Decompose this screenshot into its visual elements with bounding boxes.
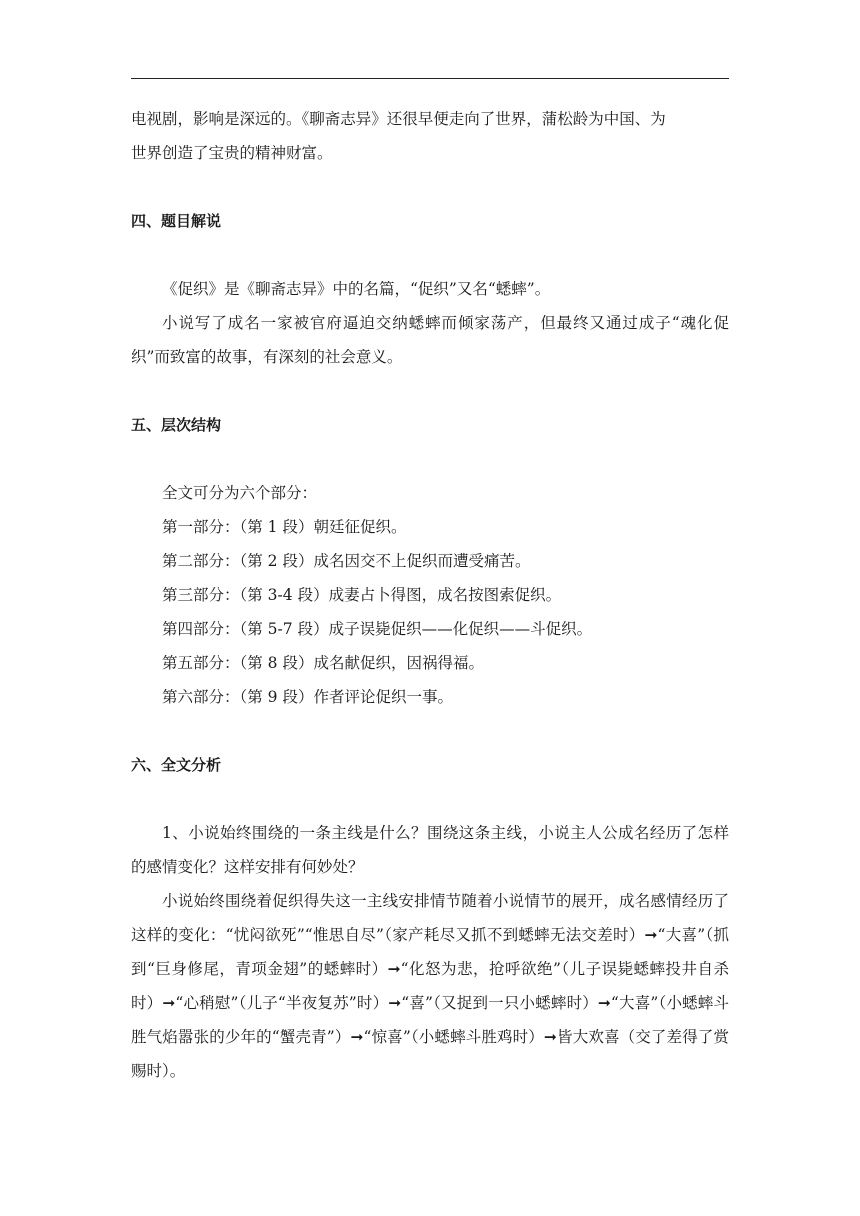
structure-list: [131, 476, 729, 714]
section-4-paragraph-2: 小说写了成名一家被官府逼迫交纳蟋蟀而倾家荡产，但最终又通过成子“魂化促织”而致富的故事，有深刻的社会意义。: [131, 314, 729, 366]
intro-tail-paragraph: [131, 102, 729, 170]
section-6-heading: 六、全文分析: [131, 756, 222, 774]
analysis-answer-1: 小说始终围绕着促织得失这一主线安排情节随着小说情节的展开，成名感情经历了这样的变化：“忧闷欲死”“惟思自尽”（家产耗尽又抓不到蟋蟀无法交差时）➞“大喜”（抓到“巨身修尾，青项金翅”的蟋蟀时）➞“化怒为悲，抢呼欲绝”（儿子误毙蟋蟀投井自杀时）➞“心稍慰”（儿子“半夜复苏”时）➞“喜”（又捉到一只小蟋蟀时）➞“大喜”（小蟋蟀斗胜气焰嚣张的少年的“蟹壳青”）➞“惊喜”（小蟋蟀斗胜鸡时）➞皆大欢喜（交了差得了赏赐时）。: [131, 892, 729, 1080]
section-4-heading: 四、题目解说: [131, 212, 222, 230]
structure-part-1: 第一部分：（第 1 段）朝廷征促织。: [162, 518, 407, 536]
intro-tail-line-1: 电视剧，影响是深远的。《聊斋志异》还很早便走向了世界，蒲松龄为中国、为: [131, 110, 666, 128]
structure-part-3: 第三部分：（第 3-4 段）成妻占卜得图，成名按图索促织。: [162, 586, 562, 604]
document-body: [131, 102, 729, 1088]
analysis-question-1: 1、小说始终围绕的一条主线是什么？围绕这条主线，小说主人公成名经历了怎样的感情变化？这样安排有何妙处？: [131, 824, 729, 876]
structure-part-5: 第五部分：（第 8 段）成名献促织，因祸得福。: [162, 654, 484, 672]
intro-tail-line-2: 世界创造了宝贵的精神财富。: [131, 144, 333, 162]
structure-part-2: 第二部分：（第 2 段）成名因交不上促织而遭受痛苦。: [162, 552, 531, 570]
section-5-heading: 五、层次结构: [131, 416, 222, 434]
structure-part-6: 第六部分：（第 9 段）作者评论促织一事。: [162, 688, 453, 706]
structure-intro: 全文可分为六个部分：: [162, 484, 318, 502]
section-4-paragraph-1: 《促织》是《聊斋志异》中的名篇，“促织”又名“蟋蟀”。: [162, 280, 551, 298]
header-rule: [131, 78, 729, 79]
structure-part-4: 第四部分：（第 5-7 段）成子误毙促织——化促织——斗促织。: [162, 620, 593, 638]
